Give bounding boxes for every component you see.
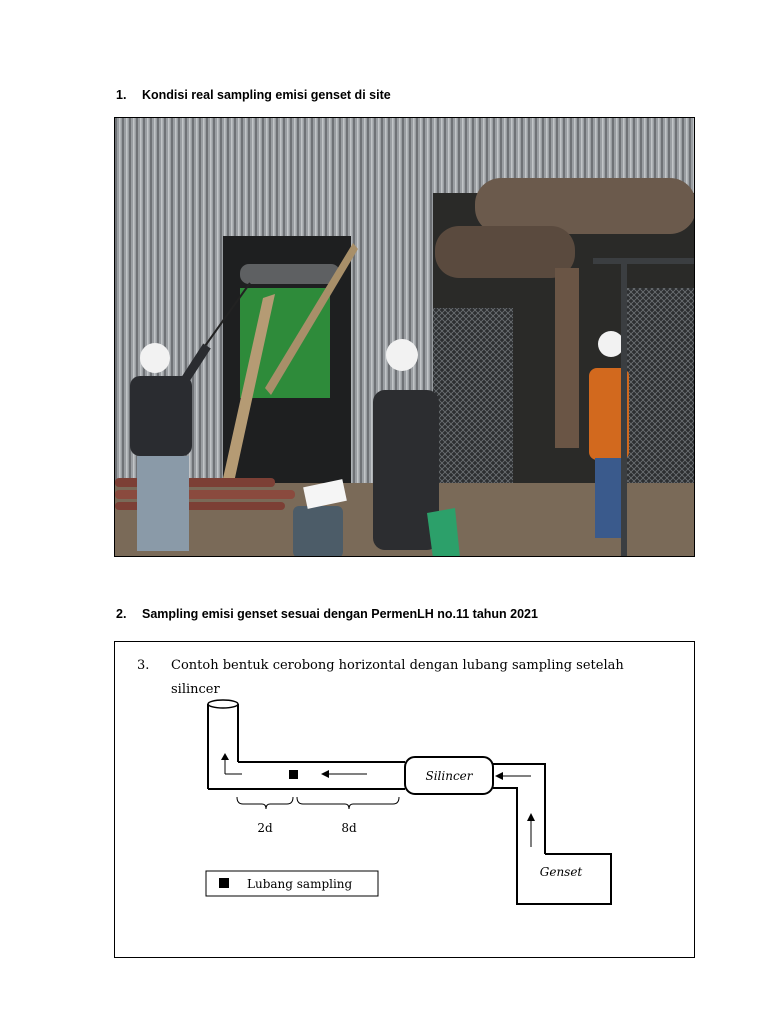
section-1-title: Kondisi real sampling emisi genset di site xyxy=(142,88,391,102)
distance-8d-label: 8d xyxy=(341,821,357,835)
genset-label: Genset xyxy=(539,865,583,879)
brace-2d xyxy=(237,797,293,809)
section-2-heading xyxy=(116,607,538,621)
section-2-title: Sampling emisi genset sesuai dengan PermenLH no.11 tahun 2021 xyxy=(142,607,538,621)
legend-square-icon xyxy=(219,878,229,888)
brace-8d xyxy=(297,797,399,809)
figure-caption-line2: silincer xyxy=(171,682,220,697)
figure-caption-line1: Contoh bentuk cerobong horizontal dengan lubang sampling setelah xyxy=(171,658,624,673)
legend-label: Lubang sampling xyxy=(247,877,353,891)
sampling-hole-icon xyxy=(289,770,298,779)
section-1-heading xyxy=(116,88,391,102)
figure-caption xyxy=(137,654,682,702)
section-1-number: 1. xyxy=(116,88,127,102)
section-2-number: 2. xyxy=(116,607,127,621)
distance-2d-label: 2d xyxy=(257,821,273,835)
silincer-label: Silincer xyxy=(425,769,473,783)
genset-box xyxy=(517,854,611,904)
figure-item-number: 3. xyxy=(137,658,150,673)
chimney-diagram xyxy=(114,641,695,958)
site-sampling-photo xyxy=(114,117,695,557)
